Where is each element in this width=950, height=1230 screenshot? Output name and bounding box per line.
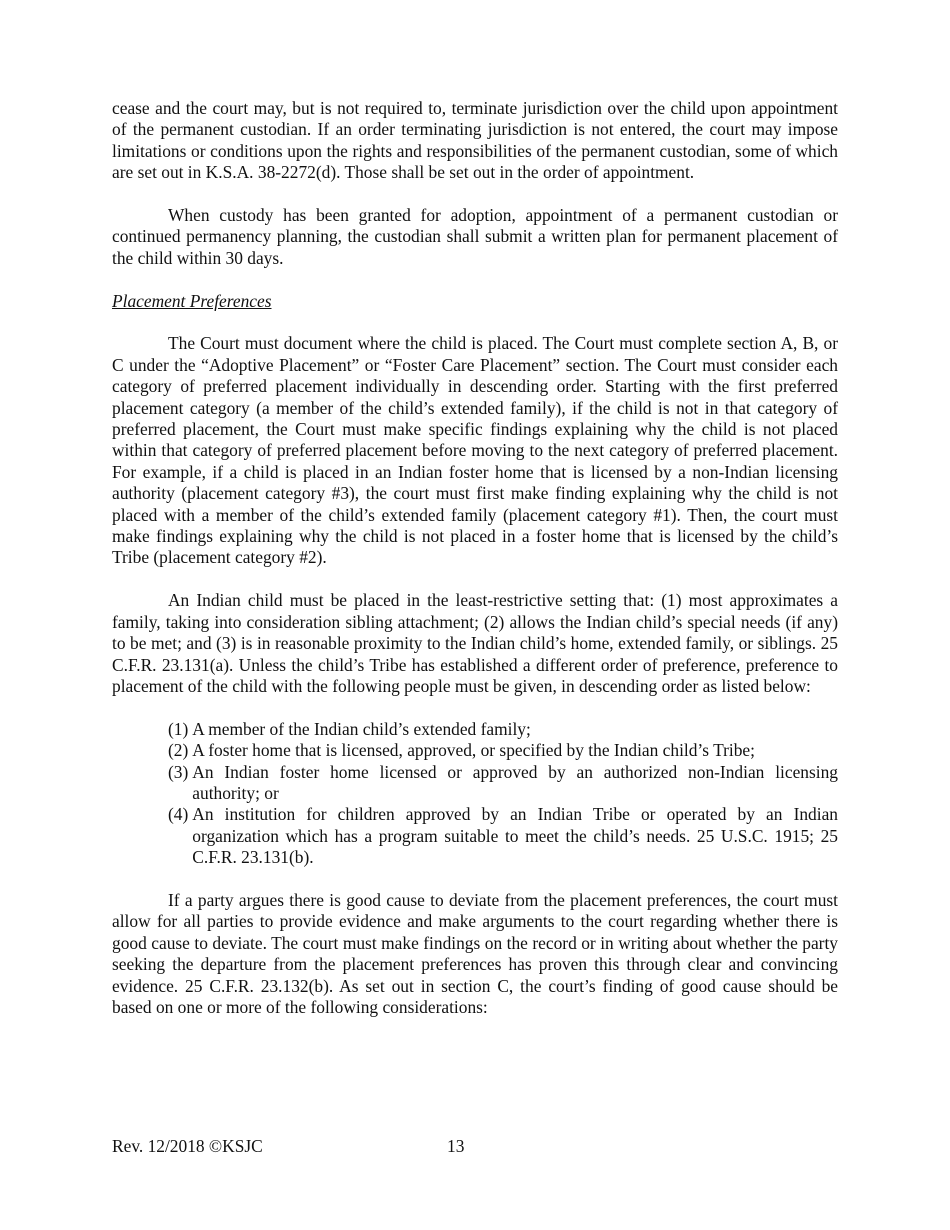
list-item-text: An Indian foster home licensed or approved by an authorized non-Indian licensing authority; or [192, 761, 838, 803]
list-item-number: (4) [168, 804, 189, 825]
placement-preference-list [112, 719, 838, 869]
paragraph-least-restrictive-setting: An Indian child must be placed in the least-restrictive setting that: (1) most approximates a family, taking into consideration sibling attachment; (2) allows the Indian child’s special needs (if any) to be met; and (3) is in reasonable proximity to the Indian child’s home, extended family, or siblings. 25 C.F.R. 23.131(a). Unless the child’s Tribe has established a different order of preference, preference to placement of the child with the following people must be given, in descending order as listed below: [112, 590, 838, 696]
paragraph-permanent-custodian: cease and the court may, but is not required to, terminate jurisdiction over the child upon appointment of the permanent custodian. If an order terminating jurisdiction is not entered, the court may impose limitations or conditions upon the rights and responsibilities of the permanent custodian, some of which are set out in K.S.A. 38-2272(d). Those shall be set out in the order of appointment. [112, 98, 838, 183]
list-item-number: (3) [168, 761, 189, 782]
list-item-number: (2) [168, 740, 189, 761]
list-item-text: A foster home that is licensed, approved, or specified by the Indian child’s Tribe; [192, 740, 755, 761]
page-number: 13 [447, 1136, 465, 1156]
page-footer [112, 1136, 612, 1158]
section-heading-placement-preferences: Placement Preferences [112, 290, 272, 311]
paragraph-document-placement: The Court must document where the child is placed. The Court must complete section A, B, or C under the “Adoptive Placement” or “Foster Care Placement” section. The Court must consider each category of preferred placement individually in descending order. Starting with the first preferred placement category (a member of the child’s extended family), if the child is not in that category of preferred placement, the Court must make specific findings explaining why the child is not placed within that category of preferred placement before moving to the next category of preferred placement. For example, if a child is placed in an Indian foster home that is licensed by a non-Indian licensing authority (placement category #3), the court must first make finding explaining why the child is not placed with a member of the child’s extended family (placement category #1). Then, the court must make findings explaining why the child is not placed in a foster home that is licensed by the child’s Tribe (placement category #2). [112, 333, 838, 568]
list-item-text: An institution for children approved by an Indian Tribe or operated by an Indian organization which has a program suitable to meet the child’s needs. 25 U.S.C. 1915; 25 C.F.R. 23.131(b). [192, 804, 838, 868]
paragraph-good-cause: If a party argues there is good cause to deviate from the placement preferences, the court must allow for all parties to provide evidence and make arguments to the court regarding whether there is good cause to deviate. The court must make findings on the record or in writing about whether the party seeking the departure from the placement preferences has proven this through clear and convincing evidence. 25 C.F.R. 23.132(b). As set out in section C, the court’s finding of good cause should be based on one or more of the following considerations: [112, 889, 838, 1017]
list-item-number: (1) [168, 718, 189, 739]
list-item [168, 740, 838, 761]
list-item [168, 762, 838, 805]
paragraph-written-plan: When custody has been granted for adoption, appointment of a permanent custodian or continued permanency planning, the custodian shall submit a written plan for permanent placement of the child within 30 days. [112, 205, 838, 268]
revision-label: Rev. 12/2018 ©KSJC [112, 1136, 263, 1156]
list-item [168, 719, 838, 740]
document-page [112, 98, 838, 1018]
list-item [168, 804, 838, 868]
list-item-text: A member of the Indian child’s extended family; [192, 718, 531, 739]
